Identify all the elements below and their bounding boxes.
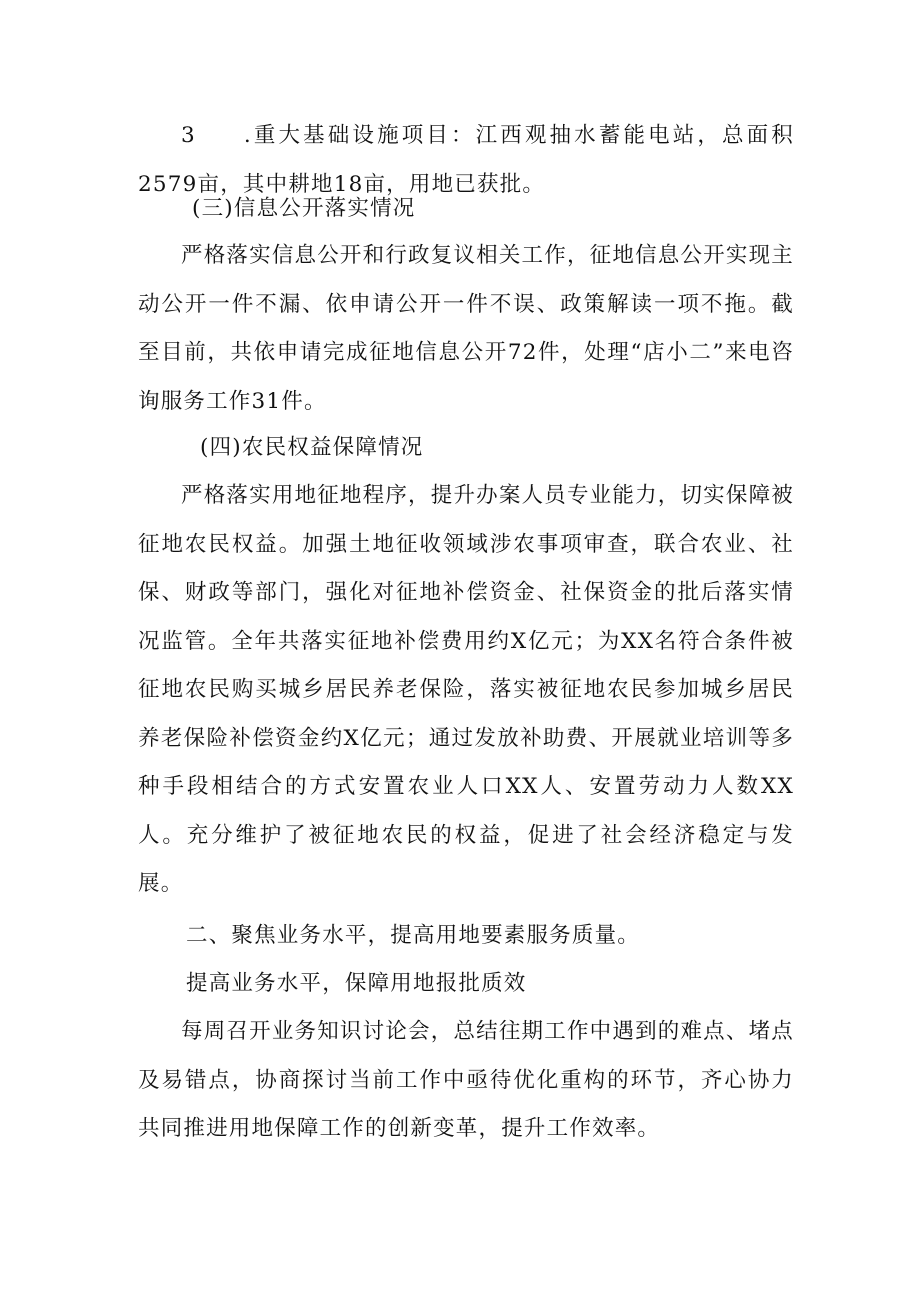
part-2-body: 每周召开业务知识讨论会，总结往期工作中遇到的难点、堵点及易错点，协商探讨当前工作中亟待优化重构的环节，齐心协力共同推进用地保障工作的创新变革，提升工作效率。 bbox=[138, 1019, 794, 1141]
section-3-heading: (三)信息公开落实情况 bbox=[192, 196, 416, 221]
section-3-body: 严格落实信息公开和行政复议相关工作，征地信息公开实现主动公开一件不漏、依申请公开一件不误、政策解读一项不拖。截至目前，共依申请完成征地信息公开72件，处理“店小二”来电咨询服务工作31件。 bbox=[138, 243, 794, 414]
part-2-heading: 二、聚焦业务水平，提高用地要素服务质量。 bbox=[186, 923, 641, 948]
section-4-heading: (四)农民权益保障情况 bbox=[200, 435, 424, 460]
part-2-subheading: 提高业务水平，保障用地报批质效 bbox=[186, 971, 527, 996]
section-4-body: 严格落实用地征地程序，提升办案人员专业能力，切实保障被征地农民权益。加强土地征收领域涉农事项审查，联合农业、社保、财政等部门，强化对征地补偿资金、社保资金的批后落实情况监管。全年共落实征地补偿费用约X亿元；为XX名符合条件被征地农民购买城乡居民养老保险，落实被征地农民参加城乡居民养老保险补偿资金约X亿元；通过发放补助费、开展就业培训等多种手段相结合的方式安置农业人口XX人、安置劳动力人数XX人。充分维护了被征地农民的权益，促进了社会经济稳定与发展。 bbox=[138, 483, 794, 896]
item-3-number: 3 bbox=[181, 123, 196, 148]
item-3-text: .重大基础设施项目：江西观抽水蓄能电站，总面积2579亩，其中耕地18亩，用地已获批。 bbox=[138, 123, 794, 197]
